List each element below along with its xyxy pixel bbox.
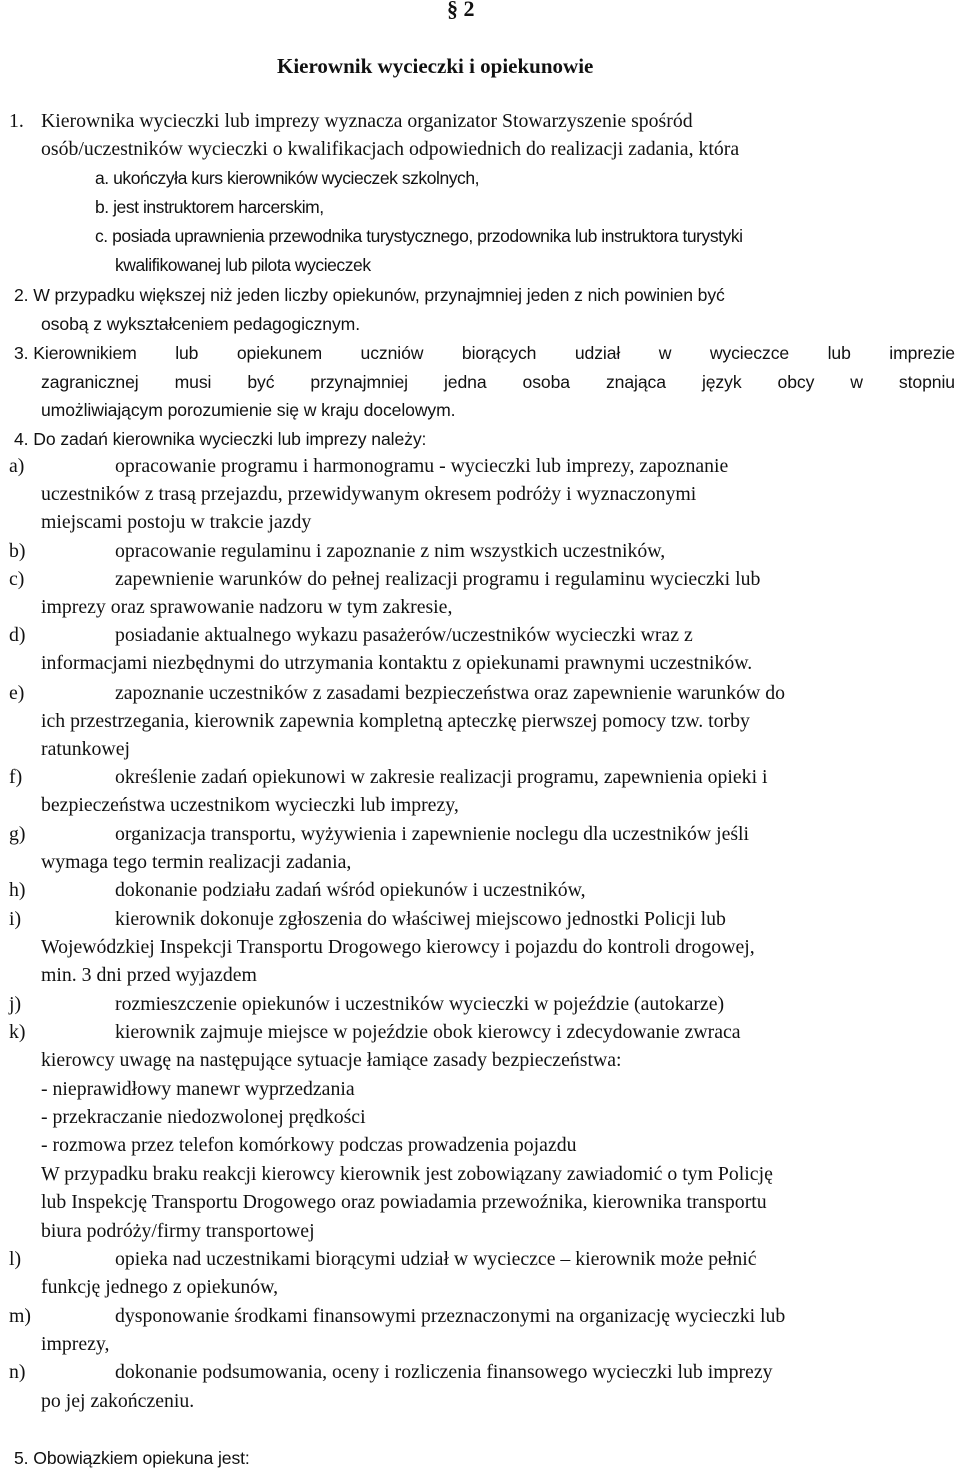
item-e-line-3: ratunkowej <box>41 738 130 760</box>
point-1-subitem-b: b. jest instruktorem harcerskim, <box>95 197 324 217</box>
word: w <box>658 343 672 363</box>
point-1-subitem-a: a. ukończyła kurs kierowników wycieczek szkolnych, <box>95 168 480 188</box>
item-k-marker: k) <box>9 1021 26 1043</box>
word: znająca <box>605 372 666 392</box>
item-j-marker: j) <box>9 993 22 1015</box>
word: jedna <box>443 372 487 392</box>
item-d-line-2: informacjami niezbędnymi do utrzymania kontaktu z opiekunami prawnymi uczestników. <box>41 652 753 674</box>
word: zagranicznej <box>41 372 139 392</box>
item-k-warning-line-1: W przypadku braku reakcji kierowcy kierownik jest zobowiązany zawiadomić o tym Policję <box>41 1163 773 1185</box>
item-a-line-3: miejscami postoju w trakcie jazdy <box>41 511 312 533</box>
item-i-line-3: min. 3 dni przed wyjazdem <box>41 964 257 986</box>
item-i-line-2: Wojewódzkiej Inspekcji Transportu Drogowego kierowcy i pojazdu do kontroli drogowej, <box>41 936 755 958</box>
item-i-marker: i) <box>9 908 22 930</box>
point-2-line-1: 2. W przypadku większej niż jeden liczby opiekunów, przynajmniej jeden z nich powinien być <box>14 285 725 305</box>
item-k-warning-line-3: biura podróży/firmy transportowej <box>41 1220 315 1242</box>
item-b-marker: b) <box>9 540 26 562</box>
item-a-line-2: uczestników z trasą przejazdu, przewidywanym okresem podróży i wyznaczonymi <box>41 483 697 505</box>
item-l-line-2: funkcję jednego z opiekunów, <box>41 1276 279 1298</box>
item-k-dash-1: - nieprawidłowy manewr wyprzedzania <box>41 1078 355 1100</box>
word: imprezie <box>889 343 955 363</box>
point-1-subitem-c-line-1: c. posiada uprawnienia przewodnika turystycznego, przodownika lub instruktora turystyki <box>95 226 743 246</box>
item-k-line-2: kierowcy uwagę na następujące sytuacje łamiące zasady bezpieczeństwa: <box>41 1049 622 1071</box>
item-c-marker: c) <box>9 568 25 590</box>
item-k-warning-line-2: lub Inspekcję Transportu Drogowego oraz powiadamia przewoźnika, kierownika transportu <box>41 1191 767 1213</box>
word: obcy <box>777 372 815 392</box>
point-3-line-1 <box>14 340 955 366</box>
word: przynajmniej <box>310 372 408 392</box>
point-2-line-2: osobą z wykształceniem pedagogicznym. <box>41 314 361 334</box>
item-f-marker: f) <box>9 766 23 788</box>
item-g-line-1: organizacja transportu, wyżywienia i zapewnienie noclegu dla uczestników jeśli <box>115 823 750 845</box>
word: język <box>701 372 742 392</box>
item-f-line-2: bezpieczeństwa uczestnikom wycieczki lub imprezy, <box>41 794 459 816</box>
word: osoba <box>522 372 570 392</box>
point-4-intro: 4. Do zadań kierownika wycieczki lub imprezy należy: <box>14 429 427 449</box>
item-e-line-1: zapoznanie uczestników z zasadami bezpieczeństwa oraz zapewnienie warunków do <box>115 682 786 704</box>
point-1-line-1: Kierownika wycieczki lub imprezy wyznacza organizator Stowarzyszenie spośród <box>41 110 693 132</box>
item-i-line-1: kierownik dokonuje zgłoszenia do właściwej miejscowo jednostki Policji lub <box>115 908 726 930</box>
item-k-line-1: kierownik zajmuje miejsce w pojeździe obok kierowcy i zdecydowanie zwraca <box>115 1021 741 1043</box>
item-m-line-1: dysponowanie środkami finansowymi przeznaczonymi na organizację wycieczki lub <box>115 1305 786 1327</box>
item-c-line-1: zapewnienie warunków do pełnej realizacji programu i regulaminu wycieczki lub <box>115 568 761 590</box>
item-a-marker: a) <box>9 455 25 477</box>
word: udział <box>574 343 621 363</box>
item-n-marker: n) <box>9 1361 26 1383</box>
point-1-line-2: osób/uczestników wycieczki o kwalifikacjach odpowiednich do realizacji zadania, która <box>41 138 740 160</box>
word: być <box>247 372 275 392</box>
word: uczniów <box>360 343 424 363</box>
item-k-dash-2: - przekraczanie niedozwolonej prędkości <box>41 1106 366 1128</box>
word: lub <box>175 343 199 363</box>
item-c-line-2: imprezy oraz sprawowanie nadzoru w tym zakresie, <box>41 596 453 618</box>
point-5-heading: 5. Obowiązkiem opiekuna jest: <box>14 1448 250 1468</box>
item-g-line-2: wymaga tego termin realizacji zadania, <box>41 851 352 873</box>
item-e-marker: e) <box>9 682 25 704</box>
word: biorących <box>461 343 537 363</box>
item-f-line-1: określenie zadań opiekunowi w zakresie realizacji programu, zapewnienia opieki i <box>115 766 768 788</box>
section-mark: § 2 <box>447 0 475 21</box>
item-h-marker: h) <box>9 879 26 901</box>
item-j-line-1: rozmieszczenie opiekunów i uczestników wycieczki w pojeździe (autokarze) <box>115 993 725 1015</box>
item-n-line-2: po jej zakończeniu. <box>41 1390 195 1412</box>
point-1-number: 1. <box>9 110 24 132</box>
item-k-dash-3: - rozmowa przez telefon komórkowy podczas prowadzenia pojazdu <box>41 1134 577 1156</box>
item-d-line-1: posiadanie aktualnego wykazu pasażerów/uczestników wycieczki wraz z <box>115 624 693 646</box>
item-n-line-1: dokonanie podsumowania, oceny i rozliczenia finansowego wycieczki lub imprezy <box>115 1361 773 1383</box>
item-d-marker: d) <box>9 624 26 646</box>
item-g-marker: g) <box>9 823 26 845</box>
item-m-line-2: imprezy, <box>41 1333 110 1355</box>
item-e-line-2: ich przestrzegania, kierownik zapewnia kompletną apteczkę pierwszej pomocy tzw. torby <box>41 710 750 732</box>
point-1-subitem-c-line-2: kwalifikowanej lub pilota wycieczek <box>115 255 371 275</box>
word: musi <box>174 372 212 392</box>
point-3-line-3: umożliwiającym porozumienie się w kraju docelowym. <box>41 400 456 420</box>
item-m-marker: m) <box>9 1305 31 1327</box>
item-l-marker: l) <box>9 1248 22 1270</box>
item-h-line-1: dokonanie podziału zadań wśród opiekunów i uczestników, <box>115 879 586 901</box>
word: 3. Kierownikiem <box>14 343 137 363</box>
page-title: Kierownik wycieczki i opiekunowie <box>277 54 594 78</box>
word: opiekunem <box>236 343 323 363</box>
word: w <box>850 372 863 392</box>
point-3-line-2 <box>41 369 955 395</box>
item-l-line-1: opieka nad uczestnikami biorącymi udział w wycieczce – kierownik może pełnić <box>115 1248 757 1270</box>
word: lub <box>827 343 851 363</box>
word: stopniu <box>898 372 955 392</box>
word: wycieczce <box>709 343 790 363</box>
item-a-line-1: opracowanie programu i harmonogramu - wycieczki lub imprezy, zapoznanie <box>115 455 729 477</box>
item-b-line-1: opracowanie regulaminu i zapoznanie z nim wszystkich uczestników, <box>115 540 666 562</box>
